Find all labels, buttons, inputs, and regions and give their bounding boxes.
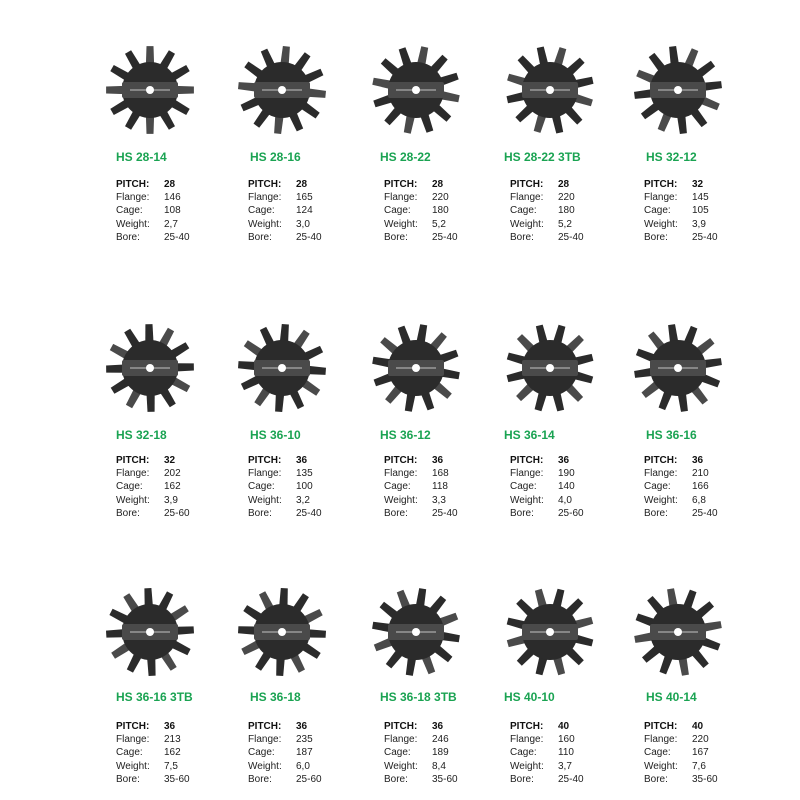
- spec-value-bore: 35-60: [692, 773, 718, 785]
- spec-value-pitch: 28: [296, 179, 308, 190]
- spec-label: Flange:: [510, 468, 544, 480]
- sprocket-icon: [500, 318, 600, 418]
- spec-row-weight: [644, 760, 718, 773]
- spec-row-flange: [116, 733, 190, 746]
- spec-label: PITCH:: [116, 721, 150, 732]
- spec-row-flange: [384, 467, 458, 480]
- spec-label: PITCH:: [510, 721, 544, 732]
- spec-table: [248, 178, 322, 244]
- spec-value-pitch: 36: [296, 721, 308, 732]
- spec-row-bore: [510, 773, 584, 786]
- spec-value-pitch: 40: [692, 721, 704, 732]
- spec-label: PITCH:: [644, 179, 678, 190]
- spec-label: Flange:: [116, 192, 150, 204]
- sprocket-tooth: [175, 626, 194, 635]
- product-title: HS 32-12: [646, 150, 697, 164]
- spec-label: Weight:: [510, 494, 544, 506]
- sprocket-icon: [232, 582, 332, 682]
- spec-row-pitch: [116, 720, 190, 733]
- spec-value-cage: 140: [558, 481, 575, 493]
- spec-value-cage: 162: [164, 481, 181, 493]
- spec-value-pitch: 36: [558, 455, 570, 466]
- spec-label: Bore:: [510, 231, 534, 243]
- sprocket-icon: [232, 40, 332, 140]
- spec-table: [384, 178, 458, 244]
- spec-row-bore: [116, 507, 190, 520]
- spec-row-weight: [510, 760, 584, 773]
- spec-label: Bore:: [248, 507, 272, 519]
- spec-row-weight: [644, 494, 718, 507]
- spec-label: Weight:: [644, 494, 678, 506]
- product-title: HS 40-10: [504, 690, 555, 704]
- spec-label: Cage:: [248, 747, 275, 759]
- spec-label: Weight:: [116, 218, 150, 230]
- sprocket-tooth: [279, 588, 288, 607]
- spec-label: Flange:: [510, 734, 544, 746]
- spec-row-bore: [644, 507, 718, 520]
- product-title: HS 32-18: [116, 428, 167, 442]
- spec-value-cage: 105: [692, 205, 709, 217]
- spec-label: PITCH:: [116, 455, 150, 466]
- spec-value-flange: 190: [558, 468, 575, 480]
- spec-label: Weight:: [116, 494, 150, 506]
- sprocket-tooth: [280, 324, 289, 343]
- sprocket-icon: [628, 40, 728, 140]
- spec-value-flange: 210: [692, 468, 709, 480]
- spec-row-cage: [248, 204, 322, 217]
- sprocket-icon: [366, 318, 466, 418]
- spec-table: [248, 720, 322, 786]
- spec-row-bore: [644, 773, 718, 786]
- spec-row-cage: [116, 746, 190, 759]
- sprocket-tooth: [307, 366, 326, 375]
- spec-value-cage: 118: [432, 481, 448, 493]
- spec-value-cage: 124: [296, 205, 313, 217]
- spec-row-cage: [248, 480, 322, 493]
- spec-label: Bore:: [510, 773, 534, 785]
- sprocket-tooth: [106, 86, 124, 94]
- spec-label: Bore:: [510, 507, 534, 519]
- product-title: HS 36-12: [380, 428, 431, 442]
- product-title: HS 36-16 3TB: [116, 690, 193, 704]
- spec-row-bore: [384, 507, 458, 520]
- sprocket-tooth: [307, 629, 326, 638]
- spec-table: [116, 178, 190, 244]
- sprocket-icon: [100, 582, 200, 682]
- sprocket-tooth: [145, 324, 153, 342]
- spec-row-weight: [510, 494, 584, 507]
- spec-value-weight: 5,2: [432, 218, 446, 230]
- spec-label: PITCH:: [384, 721, 418, 732]
- spec-label: Flange:: [116, 734, 150, 746]
- spec-label: Weight:: [384, 760, 418, 772]
- spec-row-flange: [248, 191, 322, 204]
- spec-label: Cage:: [116, 205, 143, 217]
- sprocket-tooth: [144, 588, 153, 607]
- spec-label: Flange:: [248, 468, 282, 480]
- spec-label: Flange:: [644, 468, 678, 480]
- spec-row-flange: [644, 733, 718, 746]
- spec-row-pitch: [248, 720, 322, 733]
- sprocket-tooth: [106, 365, 124, 373]
- spec-value-flange: 213: [164, 734, 181, 746]
- spec-value-flange: 202: [164, 468, 181, 480]
- spec-row-cage: [384, 204, 458, 217]
- sprocket-icon: [366, 40, 466, 140]
- spec-label: Flange:: [116, 468, 150, 480]
- spec-row-weight: [116, 218, 190, 231]
- sprocket-icon: [100, 318, 200, 418]
- product-title: HS 28-22 3TB: [504, 150, 581, 164]
- spec-row-cage: [644, 746, 718, 759]
- spec-value-bore: 25-40: [296, 507, 322, 519]
- spec-row-cage: [384, 746, 458, 759]
- spec-label: Cage:: [510, 481, 537, 493]
- spec-value-cage: 108: [164, 205, 181, 217]
- spec-value-pitch: 40: [558, 721, 570, 732]
- sprocket-tooth: [276, 657, 285, 676]
- spec-table: [510, 454, 584, 520]
- spec-label: PITCH:: [510, 179, 544, 190]
- spec-label: Flange:: [248, 192, 282, 204]
- spec-value-bore: 35-60: [432, 773, 458, 785]
- spec-value-weight: 7,6: [692, 760, 706, 772]
- spec-row-pitch: [510, 178, 584, 191]
- spec-value-flange: 220: [432, 192, 449, 204]
- spec-label: Cage:: [116, 747, 143, 759]
- spec-value-flange: 168: [432, 468, 449, 480]
- spec-row-flange: [510, 191, 584, 204]
- spec-value-weight: 6,0: [296, 760, 310, 772]
- spec-value-bore: 25-40: [692, 231, 718, 243]
- spec-value-flange: 220: [692, 734, 709, 746]
- spec-row-weight: [644, 218, 718, 231]
- spec-row-weight: [384, 760, 458, 773]
- spec-value-bore: 25-40: [558, 773, 584, 785]
- spec-label: Cage:: [644, 747, 671, 759]
- spec-row-cage: [248, 746, 322, 759]
- spec-value-bore: 25-60: [558, 507, 584, 519]
- spec-label: PITCH:: [384, 455, 418, 466]
- spec-label: Weight:: [248, 760, 282, 772]
- spec-row-weight: [248, 218, 322, 231]
- spec-value-weight: 3,3: [432, 494, 446, 506]
- spec-row-pitch: [384, 178, 458, 191]
- spec-row-flange: [510, 467, 584, 480]
- spec-label: Cage:: [510, 747, 537, 759]
- spec-value-weight: 7,5: [164, 760, 178, 772]
- sprocket-tooth: [106, 629, 125, 638]
- spec-value-cage: 100: [296, 481, 313, 493]
- spec-value-flange: 165: [296, 192, 313, 204]
- sprocket-tooth: [146, 116, 154, 134]
- spec-label: Cage:: [248, 481, 275, 493]
- spec-row-pitch: [510, 720, 584, 733]
- spec-row-flange: [116, 467, 190, 480]
- spec-value-bore: 25-40: [164, 231, 190, 243]
- spec-label: Cage:: [384, 481, 411, 493]
- product-title: HS 28-22: [380, 150, 431, 164]
- spec-row-cage: [384, 480, 458, 493]
- spec-value-weight: 2,7: [164, 218, 178, 230]
- sprocket-icon: [232, 318, 332, 418]
- spec-label: Weight:: [116, 760, 150, 772]
- spec-row-weight: [116, 760, 190, 773]
- spec-label: Bore:: [116, 231, 140, 243]
- spec-row-weight: [384, 494, 458, 507]
- spec-value-cage: 189: [432, 747, 449, 759]
- spec-label: Bore:: [384, 231, 408, 243]
- spec-row-pitch: [644, 178, 718, 191]
- spec-value-bore: 25-60: [164, 507, 190, 519]
- spec-row-pitch: [384, 720, 458, 733]
- spec-label: Cage:: [384, 747, 411, 759]
- spec-row-bore: [248, 507, 322, 520]
- spec-value-bore: 25-40: [432, 231, 458, 243]
- spec-value-bore: 25-40: [432, 507, 458, 519]
- spec-row-bore: [248, 773, 322, 786]
- sprocket-icon: [628, 318, 728, 418]
- spec-label: Weight:: [644, 218, 678, 230]
- spec-row-bore: [384, 231, 458, 244]
- sprocket-icon: [366, 582, 466, 682]
- sprocket-icon: [100, 40, 200, 140]
- spec-label: Bore:: [248, 773, 272, 785]
- spec-label: Bore:: [116, 773, 140, 785]
- spec-table: [510, 720, 584, 786]
- product-title: HS 28-16: [250, 150, 301, 164]
- spec-row-pitch: [384, 454, 458, 467]
- spec-label: Bore:: [384, 773, 408, 785]
- spec-value-pitch: 32: [164, 455, 176, 466]
- sprocket-tooth: [147, 657, 156, 676]
- spec-table: [644, 720, 718, 786]
- spec-value-flange: 146: [164, 192, 181, 204]
- spec-value-pitch: 36: [432, 455, 444, 466]
- spec-label: Cage:: [116, 481, 143, 493]
- spec-label: PITCH:: [248, 721, 282, 732]
- spec-label: Flange:: [644, 734, 678, 746]
- spec-value-weight: 3,9: [164, 494, 178, 506]
- spec-value-flange: 160: [558, 734, 575, 746]
- spec-value-pitch: 28: [432, 179, 444, 190]
- spec-value-cage: 187: [296, 747, 313, 759]
- spec-row-bore: [116, 231, 190, 244]
- spec-row-weight: [384, 218, 458, 231]
- spec-value-weight: 8,4: [432, 760, 446, 772]
- spec-table: [384, 454, 458, 520]
- spec-label: Weight:: [510, 760, 544, 772]
- product-title: HS 36-18 3TB: [380, 690, 457, 704]
- spec-row-flange: [384, 733, 458, 746]
- spec-label: Weight:: [384, 494, 418, 506]
- sprocket-tooth: [146, 46, 154, 64]
- spec-table: [510, 178, 584, 244]
- spec-row-weight: [116, 494, 190, 507]
- spec-value-flange: 145: [692, 192, 709, 204]
- spec-value-weight: 5,2: [558, 218, 572, 230]
- spec-table: [116, 454, 190, 520]
- spec-label: Cage:: [644, 205, 671, 217]
- spec-label: Weight:: [510, 218, 544, 230]
- spec-row-cage: [116, 480, 190, 493]
- spec-row-flange: [384, 191, 458, 204]
- spec-row-bore: [644, 231, 718, 244]
- spec-value-cage: 167: [692, 747, 709, 759]
- product-title: HS 36-18: [250, 690, 301, 704]
- spec-row-weight: [248, 494, 322, 507]
- spec-label: PITCH:: [644, 721, 678, 732]
- spec-row-bore: [510, 231, 584, 244]
- spec-value-bore: 25-40: [296, 231, 322, 243]
- spec-row-cage: [644, 204, 718, 217]
- product-title: HS 28-14: [116, 150, 167, 164]
- spec-value-bore: 35-60: [164, 773, 190, 785]
- spec-row-cage: [644, 480, 718, 493]
- spec-label: Bore:: [644, 231, 668, 243]
- sprocket-tooth: [176, 363, 194, 371]
- spec-label: Weight:: [248, 494, 282, 506]
- sprocket-tooth: [176, 86, 194, 94]
- spec-table: [644, 178, 718, 244]
- spec-value-cage: 162: [164, 747, 181, 759]
- spec-row-pitch: [644, 454, 718, 467]
- spec-row-pitch: [510, 454, 584, 467]
- spec-value-pitch: 36: [164, 721, 176, 732]
- spec-label: Flange:: [248, 734, 282, 746]
- spec-value-flange: 135: [296, 468, 313, 480]
- spec-value-weight: 3,2: [296, 494, 310, 506]
- sprocket-tooth: [238, 626, 257, 635]
- spec-row-cage: [510, 746, 584, 759]
- spec-row-flange: [644, 191, 718, 204]
- spec-table: [116, 720, 190, 786]
- spec-value-weight: 6,8: [692, 494, 706, 506]
- spec-label: PITCH:: [248, 455, 282, 466]
- spec-value-pitch: 32: [692, 179, 704, 190]
- spec-row-cage: [116, 204, 190, 217]
- spec-row-pitch: [116, 178, 190, 191]
- spec-row-pitch: [248, 454, 322, 467]
- spec-label: PITCH:: [116, 179, 150, 190]
- spec-label: PITCH:: [384, 179, 418, 190]
- spec-label: Cage:: [384, 205, 411, 217]
- spec-row-flange: [116, 191, 190, 204]
- spec-value-pitch: 28: [558, 179, 570, 190]
- spec-label: PITCH:: [248, 179, 282, 190]
- spec-label: Bore:: [384, 507, 408, 519]
- spec-table: [644, 454, 718, 520]
- spec-row-cage: [510, 480, 584, 493]
- spec-row-pitch: [644, 720, 718, 733]
- spec-value-bore: 25-40: [558, 231, 584, 243]
- spec-value-cage: 180: [432, 205, 449, 217]
- spec-label: Bore:: [116, 507, 140, 519]
- spec-label: Flange:: [384, 192, 418, 204]
- spec-label: Cage:: [510, 205, 537, 217]
- spec-value-flange: 235: [296, 734, 313, 746]
- spec-value-bore: 25-40: [692, 507, 718, 519]
- sprocket-tooth: [275, 393, 284, 412]
- spec-value-weight: 4,0: [558, 494, 572, 506]
- spec-value-bore: 25-60: [296, 773, 322, 785]
- spec-row-flange: [248, 733, 322, 746]
- spec-row-bore: [384, 773, 458, 786]
- spec-row-cage: [510, 204, 584, 217]
- spec-value-cage: 180: [558, 205, 575, 217]
- spec-value-weight: 3,7: [558, 760, 572, 772]
- spec-value-pitch: 36: [296, 455, 308, 466]
- spec-table: [384, 720, 458, 786]
- spec-row-weight: [510, 218, 584, 231]
- spec-label: PITCH:: [510, 455, 544, 466]
- spec-label: Weight:: [384, 218, 418, 230]
- sprocket-icon: [500, 582, 600, 682]
- product-title: HS 36-16: [646, 428, 697, 442]
- spec-row-flange: [644, 467, 718, 480]
- spec-label: Cage:: [644, 481, 671, 493]
- spec-row-bore: [248, 231, 322, 244]
- spec-label: Flange:: [384, 734, 418, 746]
- product-title: HS 36-10: [250, 428, 301, 442]
- spec-label: Bore:: [644, 507, 668, 519]
- spec-row-weight: [248, 760, 322, 773]
- spec-value-flange: 246: [432, 734, 449, 746]
- spec-row-flange: [248, 467, 322, 480]
- spec-label: Bore:: [248, 231, 272, 243]
- spec-row-bore: [116, 773, 190, 786]
- spec-row-bore: [510, 507, 584, 520]
- spec-value-pitch: 36: [692, 455, 704, 466]
- spec-value-flange: 220: [558, 192, 575, 204]
- product-title: HS 36-14: [504, 428, 555, 442]
- spec-label: Flange:: [510, 192, 544, 204]
- sprocket-icon: [628, 582, 728, 682]
- spec-value-cage: 166: [692, 481, 709, 493]
- spec-table: [248, 454, 322, 520]
- sprocket-tooth: [238, 361, 257, 370]
- spec-value-cage: 110: [558, 747, 574, 759]
- spec-value-pitch: 36: [432, 721, 444, 732]
- product-title: HS 40-14: [646, 690, 697, 704]
- spec-label: Weight:: [248, 218, 282, 230]
- spec-row-pitch: [248, 178, 322, 191]
- spec-label: PITCH:: [644, 455, 678, 466]
- sprocket-tooth: [147, 394, 155, 412]
- spec-row-pitch: [116, 454, 190, 467]
- spec-label: Weight:: [644, 760, 678, 772]
- spec-label: Cage:: [248, 205, 275, 217]
- spec-label: Flange:: [384, 468, 418, 480]
- spec-value-pitch: 28: [164, 179, 176, 190]
- spec-value-weight: 3,9: [692, 218, 706, 230]
- spec-value-weight: 3,0: [296, 218, 310, 230]
- spec-label: Flange:: [644, 192, 678, 204]
- sprocket-icon: [500, 40, 600, 140]
- spec-row-flange: [510, 733, 584, 746]
- spec-label: Bore:: [644, 773, 668, 785]
